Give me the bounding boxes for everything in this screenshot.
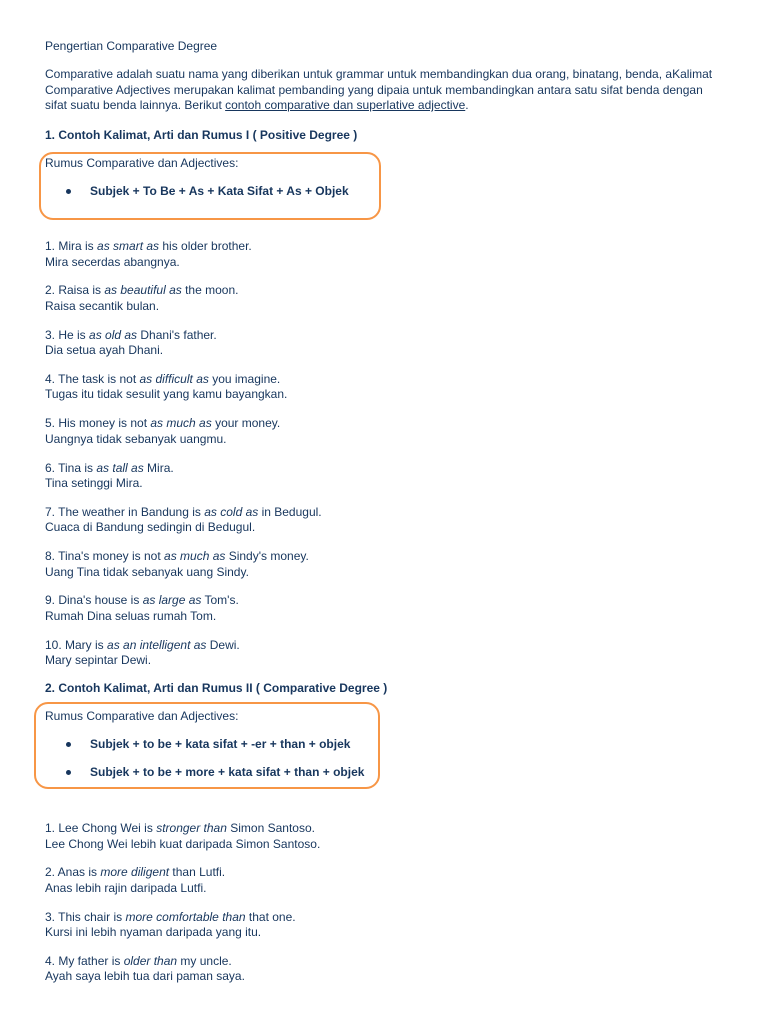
intro-text: Comparative adalah suatu nama yang diberikan untuk grammar untuk membandingkan dua orang, binatang, benda, aKalimat Comparative Adjectives merupakan kalimat pembanding yang dipaia untuk membandingkan antara satu sifat benda dengan sifat suatu benda lainnya. Berikut [45, 67, 713, 112]
example-sentence [45, 461, 174, 477]
example-emphasis: stronger than [156, 821, 227, 835]
example-translation: Uang Tina tidak sebanyak uang Sindy. [45, 564, 249, 579]
example-suffix: than Lutfi. [169, 865, 226, 880]
intro-end: . [465, 98, 469, 112]
example-emphasis: as much as [150, 416, 212, 431]
example-emphasis: as smart as [97, 239, 160, 253]
example-translation: Cuaca di Bandung sedingin di Bedugul. [45, 520, 256, 535]
example-emphasis: as beautiful as [104, 283, 182, 298]
example-suffix: that one. [245, 909, 296, 924]
intro-link[interactable]: contoh comparative dan superlative adjective [225, 98, 466, 112]
example-sentence [45, 954, 245, 970]
example-suffix: Tom's. [201, 593, 239, 608]
example-translation: Mary sepintar Dewi. [45, 653, 152, 668]
example-translation: Rumah Dina seluas rumah Tom. [45, 608, 217, 623]
example-suffix: in Bedugul. [258, 504, 322, 519]
example-sentence [45, 328, 217, 344]
example-emphasis: as tall as [96, 460, 144, 475]
example-emphasis: as old as [89, 327, 138, 342]
bullet-icon [66, 189, 71, 194]
example-item [45, 505, 322, 536]
example-translation: Tugas itu tidak sesulit yang kamu bayangkan. [45, 387, 288, 402]
example-prefix: 4. The task is not [45, 371, 140, 386]
example-item [45, 821, 320, 852]
example-prefix: 2. Anas is [45, 865, 101, 880]
example-translation: Mira secerdas abangnya. [45, 254, 180, 269]
example-translation: Ayah saya lebih tua dari paman saya. [45, 969, 245, 984]
example-prefix: 3. This chair is [45, 909, 126, 924]
example-sentence [45, 505, 322, 521]
example-sentence [45, 821, 320, 837]
section1-heading: 1. Contoh Kalimat, Arti dan Rumus I ( Positive Degree ) [45, 128, 358, 142]
example-suffix: Dewi. [206, 637, 240, 652]
formula-text: Subjek + to be + more + kata sifat + than + objek [90, 765, 365, 779]
example-translation: Raisa secantik bulan. [45, 298, 160, 313]
example-translation: Tina setinggi Mira. [45, 476, 143, 490]
example-sentence [45, 239, 252, 255]
example-item [45, 954, 245, 985]
example-suffix: Mira. [143, 460, 174, 475]
example-emphasis: as cold as [204, 504, 259, 519]
bullet-icon [66, 770, 71, 775]
example-sentence [45, 283, 238, 299]
example-suffix: Dhani's father. [137, 327, 217, 342]
example-suffix: his older brother. [159, 239, 252, 253]
example-prefix: 8. Tina's money is not [45, 549, 165, 564]
page-title: Pengertian Comparative Degree [45, 39, 218, 53]
example-suffix: the moon. [181, 283, 239, 298]
example-suffix: Simon Santoso. [226, 821, 315, 835]
example-translation: Anas lebih rajin daripada Lutfi. [45, 880, 207, 895]
example-emphasis: as much as [164, 549, 226, 564]
example-translation: Lee Chong Wei lebih kuat daripada Simon Santoso. [45, 836, 321, 851]
example-item [45, 549, 309, 580]
example-sentence [45, 865, 225, 881]
example-item [45, 239, 252, 270]
example-emphasis: as an intelligent as [107, 637, 207, 652]
example-prefix: 6. Tina is [45, 460, 97, 475]
example-item [45, 283, 238, 314]
example-translation: Uangnya tidak sebanyak uangmu. [45, 431, 227, 446]
example-prefix: 2. Raisa is [45, 283, 105, 298]
example-prefix: 1. Lee Chong Wei is [45, 821, 157, 835]
example-sentence [45, 372, 287, 388]
example-item [45, 593, 239, 624]
example-translation: Dia setua ayah Dhani. [45, 343, 164, 358]
bullet-icon [66, 742, 71, 747]
example-sentence [45, 593, 239, 609]
intro-paragraph [45, 67, 725, 114]
section2-box-title: Rumus Comparative dan Adjectives: [45, 709, 239, 723]
example-item [45, 461, 174, 492]
example-sentence [45, 549, 309, 565]
example-prefix: 4. My father is [45, 953, 124, 968]
example-emphasis: as large as [142, 593, 202, 608]
example-suffix: your money. [211, 416, 281, 431]
example-prefix: 7. The weather in Bandung is [45, 504, 205, 519]
example-item [45, 910, 296, 941]
example-sentence [45, 638, 240, 654]
example-item [45, 638, 240, 669]
example-item [45, 416, 280, 447]
example-suffix: my uncle. [177, 953, 232, 968]
example-prefix: 9. Dina's house is [45, 593, 143, 608]
example-item [45, 372, 287, 403]
example-suffix: Sindy's money. [225, 549, 309, 564]
formula-text: Subjek + to be + kata sifat + -er + than + objek [90, 737, 351, 751]
section1-box-title: Rumus Comparative dan Adjectives: [45, 156, 239, 170]
example-suffix: you imagine. [208, 371, 281, 386]
example-prefix: 5. His money is not [45, 416, 151, 431]
example-emphasis: more diligent [100, 865, 170, 880]
example-emphasis: as difficult as [139, 371, 209, 386]
formula-text: Subjek + To Be + As + Kata Sifat + As + Objek [90, 184, 349, 198]
example-prefix: 3. He is [45, 327, 90, 342]
example-prefix: 10. Mary is [45, 637, 108, 652]
example-translation: Kursi ini lebih nyaman daripada yang itu. [45, 925, 262, 940]
example-item [45, 865, 225, 896]
example-emphasis: older than [123, 953, 178, 968]
example-sentence [45, 416, 280, 432]
example-prefix: 1. Mira is [45, 239, 98, 253]
section2-heading: 2. Contoh Kalimat, Arti dan Rumus II ( Comparative Degree ) [45, 681, 388, 695]
example-emphasis: more comfortable than [125, 909, 246, 924]
example-sentence [45, 910, 296, 926]
example-item [45, 328, 217, 359]
